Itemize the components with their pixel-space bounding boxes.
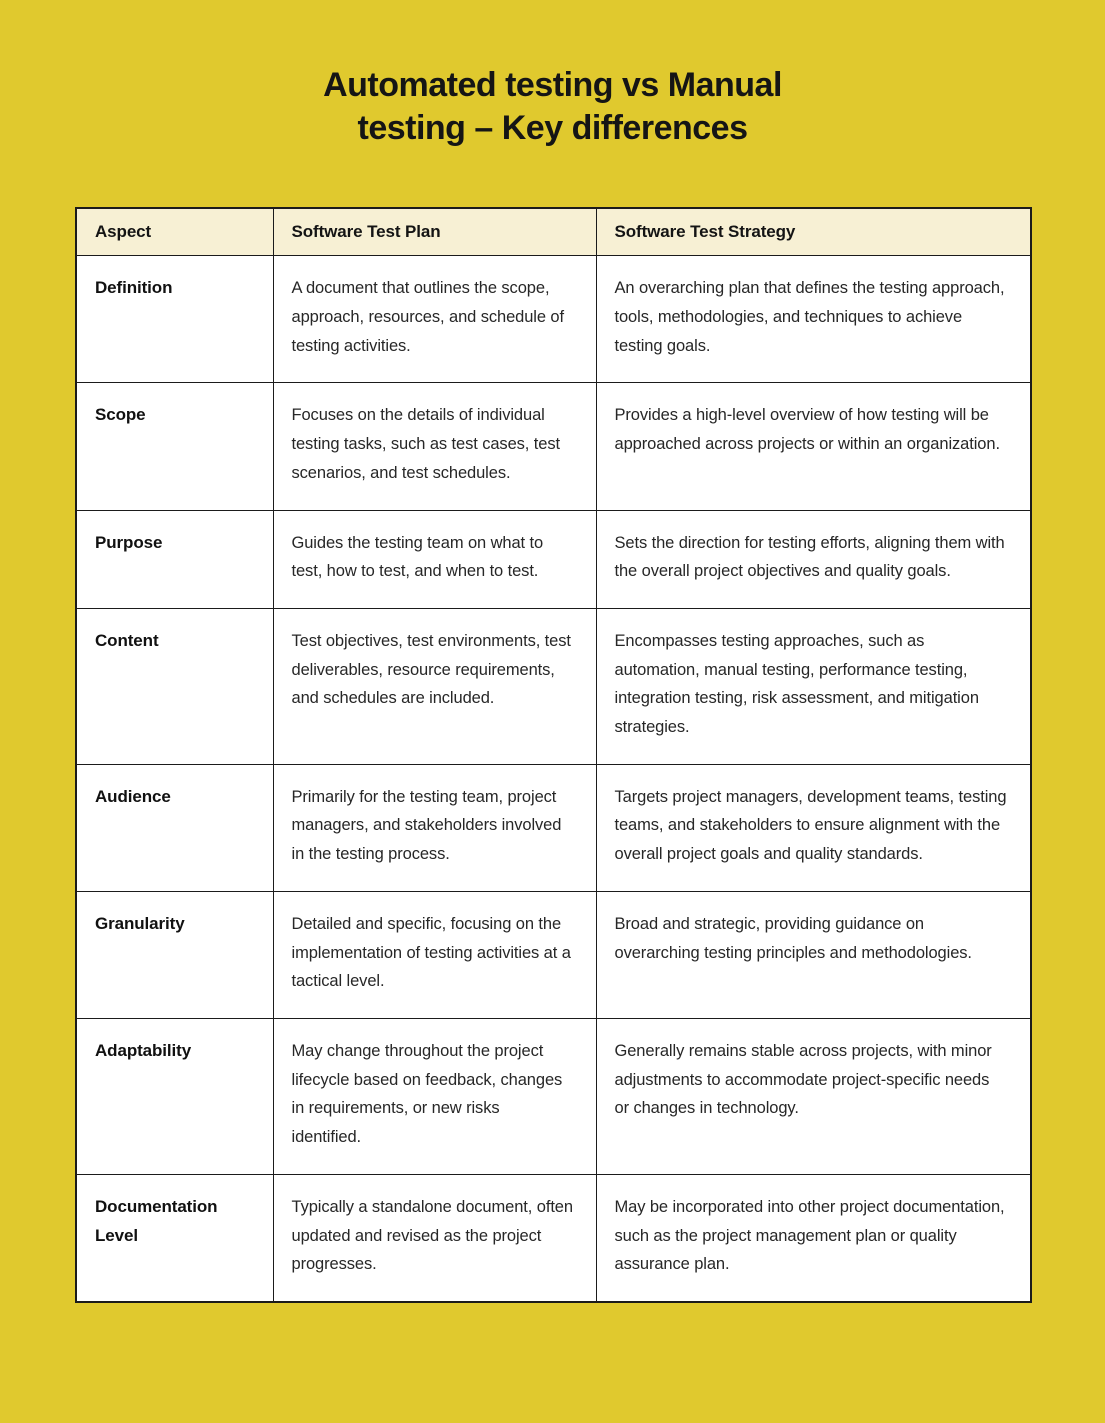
test-strategy-cell: Provides a high-level overview of how testing will be approached across projects or within an organization. bbox=[596, 383, 1031, 510]
test-strategy-cell: Targets project managers, development teams, testing teams, and stakeholders to ensure alignment with the overall project goals and quality standards. bbox=[596, 764, 1031, 891]
test-plan-cell: Test objectives, test environments, test deliverables, resource requirements, and schedules are included. bbox=[273, 608, 596, 764]
test-strategy-cell: Sets the direction for testing efforts, aligning them with the overall project objectives and quality goals. bbox=[596, 510, 1031, 608]
aspect-label: Adaptability bbox=[76, 1019, 273, 1175]
page-title bbox=[0, 0, 1105, 150]
aspect-label: Definition bbox=[76, 256, 273, 383]
table-row bbox=[76, 383, 1031, 510]
aspect-label: Audience bbox=[76, 764, 273, 891]
table-row bbox=[76, 1019, 1031, 1175]
test-plan-cell: May change throughout the project lifecycle based on feedback, changes in requirements, or new risks identified. bbox=[273, 1019, 596, 1175]
test-plan-cell: A document that outlines the scope, approach, resources, and schedule of testing activities. bbox=[273, 256, 596, 383]
table-row bbox=[76, 1174, 1031, 1302]
table-row bbox=[76, 891, 1031, 1018]
table-header-row bbox=[76, 208, 1031, 256]
comparison-table-container bbox=[75, 207, 1030, 1303]
column-header-aspect: Aspect bbox=[76, 208, 273, 256]
aspect-label: Content bbox=[76, 608, 273, 764]
test-strategy-cell: May be incorporated into other project documentation, such as the project management plan or quality assurance plan. bbox=[596, 1174, 1031, 1302]
test-strategy-cell: Broad and strategic, providing guidance on overarching testing principles and methodologies. bbox=[596, 891, 1031, 1018]
aspect-label: Granularity bbox=[76, 891, 273, 1018]
page-title-line-2: testing – Key differences bbox=[357, 109, 748, 148]
comparison-table bbox=[75, 207, 1032, 1303]
aspect-label: Documentation Level bbox=[76, 1174, 273, 1302]
aspect-label: Purpose bbox=[76, 510, 273, 608]
table-row bbox=[76, 608, 1031, 764]
table-row bbox=[76, 256, 1031, 383]
table-row bbox=[76, 510, 1031, 608]
page-title-line-1: Automated testing vs Manual bbox=[323, 66, 782, 104]
test-plan-cell: Focuses on the details of individual testing tasks, such as test cases, test scenarios, and test schedules. bbox=[273, 383, 596, 510]
test-plan-cell: Typically a standalone document, often updated and revised as the project progresses. bbox=[273, 1174, 596, 1302]
test-plan-cell: Guides the testing team on what to test, how to test, and when to test. bbox=[273, 510, 596, 608]
column-header-test-plan: Software Test Plan bbox=[273, 208, 596, 256]
table-row bbox=[76, 764, 1031, 891]
test-plan-cell: Primarily for the testing team, project managers, and stakeholders involved in the testing process. bbox=[273, 764, 596, 891]
aspect-label: Scope bbox=[76, 383, 273, 510]
column-header-test-strategy: Software Test Strategy bbox=[596, 208, 1031, 256]
test-strategy-cell: Generally remains stable across projects, with minor adjustments to accommodate project-specific needs or changes in technology. bbox=[596, 1019, 1031, 1175]
test-plan-cell: Detailed and specific, focusing on the implementation of testing activities at a tactical level. bbox=[273, 891, 596, 1018]
test-strategy-cell: Encompasses testing approaches, such as automation, manual testing, performance testing, integration testing, risk assessment, and mitigation strategies. bbox=[596, 608, 1031, 764]
test-strategy-cell: An overarching plan that defines the testing approach, tools, methodologies, and techniques to achieve testing goals. bbox=[596, 256, 1031, 383]
